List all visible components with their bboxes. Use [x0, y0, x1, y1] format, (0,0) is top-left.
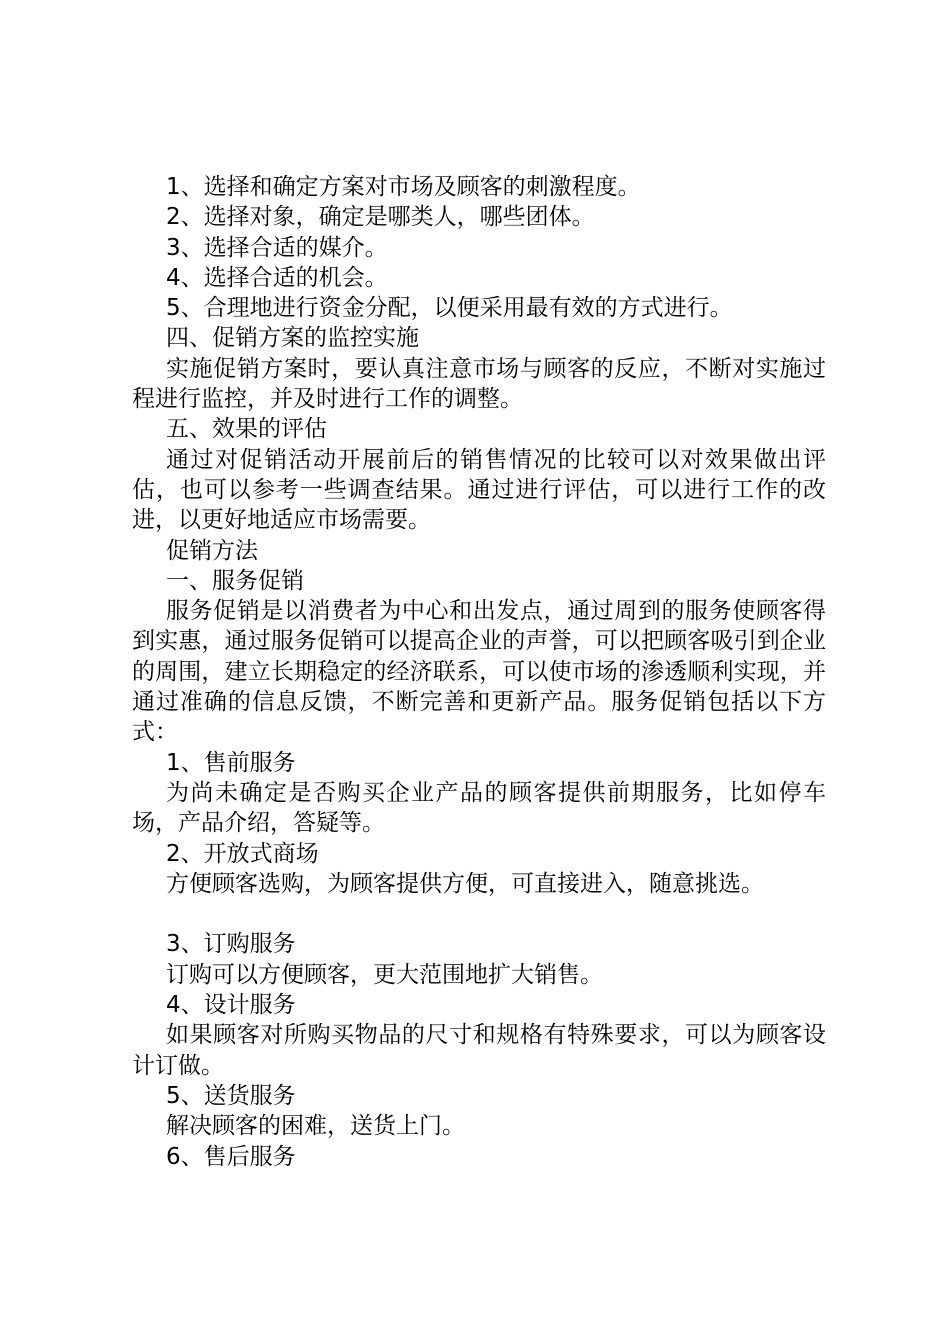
subheading-design-service: 4、设计服务	[166, 992, 296, 1019]
section-heading-monitoring: 四、促销方案的监控实施	[166, 325, 419, 352]
subheading-after-sale-service: 6、售后服务	[166, 1143, 296, 1170]
paragraph-list-item-5: 5、合理地进行资金分配，以便采用最有效的方式进行。	[166, 295, 733, 322]
paragraph-list-item-1: 1、选择和确定方案对市场及顾客的刺激程度。	[166, 174, 641, 200]
paragraph-list-item-3: 3、选择合适的媒介。	[166, 234, 388, 261]
document-body	[132, 172, 826, 1172]
subheading-pre-sale-service: 1、售前服务	[166, 749, 296, 776]
paragraph-evaluation: 通过对促销活动开展前后的销售情况的比较可以对效果做出评估，也可以参考一些调查结果。通过进行评估，可以进行工作的改进，以更好地适应市场需要。	[132, 446, 826, 534]
section-heading-evaluation: 五、效果的评估	[166, 416, 327, 443]
paragraph-list-item-4: 4、选择合适的机会。	[166, 264, 388, 291]
paragraph-pre-sale-service: 为尚未确定是否购买企业产品的顾客提供前期服务，比如停车场，产品介绍，答疑等。	[132, 779, 826, 837]
paragraph-delivery-service: 解决顾客的困难，送货上门。	[166, 1113, 465, 1140]
paragraph-order-service: 订购可以方便顾客，更大范围地扩大销售。	[166, 961, 603, 988]
paragraph-open-market: 方便顾客选购，为顾客提供方便，可直接进入，随意挑选。	[166, 870, 764, 897]
subheading-delivery-service: 5、送货服务	[166, 1082, 296, 1109]
blank-line	[132, 899, 826, 929]
subheading-open-market: 2、开放式商场	[166, 840, 319, 867]
subheading-service-promotion: 一、服务促销	[166, 567, 304, 594]
paragraph-service-promotion: 服务促销是以消费者为中心和出发点，通过周到的服务使顾客得到实惠，通过服务促销可以提高企业的声誉，可以把顾客吸引到企业的周围，建立长期稳定的经济联系，可以使市场的渗透顺利实现，并通过准确的信息反馈，不断完善和更新产品。服务促销包括以下方式：	[132, 598, 826, 746]
section-heading-promotion-methods: 促销方法	[166, 537, 258, 564]
paragraph-monitoring: 实施促销方案时，要认真注意市场与顾客的反应，不断对实施过程进行监控，并及时进行工作的调整。	[132, 355, 826, 413]
paragraph-design-service: 如果顾客对所购买物品的尺寸和规格有特殊要求，可以为顾客设计订做。	[132, 1022, 826, 1079]
paragraph-list-item-2: 2、选择对象，确定是哪类人，哪些团体。	[166, 204, 595, 231]
subheading-order-service: 3、订购服务	[166, 931, 296, 958]
